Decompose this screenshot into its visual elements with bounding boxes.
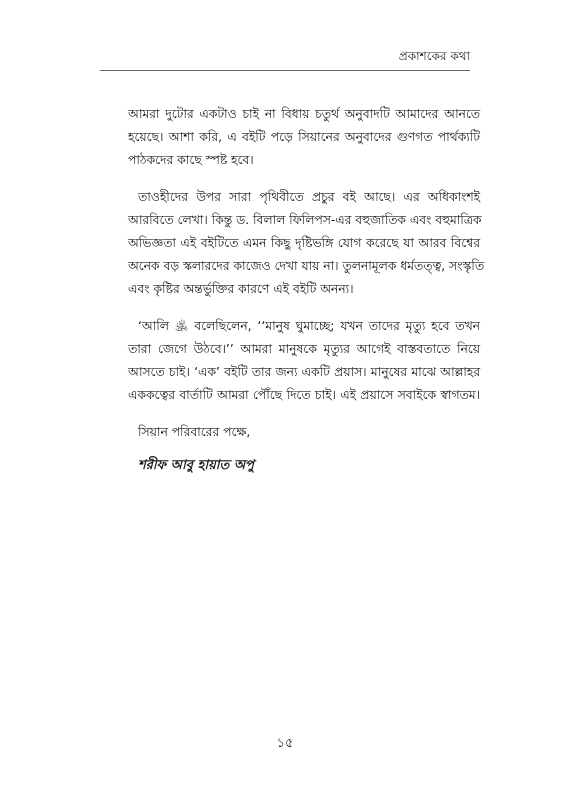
text-line: এককত্বের বার্তাটি আমরা পৌঁছে দিতে চাই। এই প্রয়াসে সবাইকে স্বাগতম। bbox=[128, 388, 480, 402]
page-number: ১৫ bbox=[276, 736, 294, 751]
text-line: পাঠকদের কাছে স্পষ্ট হবে। bbox=[128, 153, 254, 167]
text-line: তাওহীদের উপর সারা পৃথিবীতে প্রচুর বই আছে। এর অধিকাংশই bbox=[138, 190, 480, 204]
paragraph-1 bbox=[128, 103, 480, 172]
text-line: আমরা দুটোর একটাও চাই না বিধায় চতুর্থ অনুবাদটি আমাদের আনতে bbox=[128, 107, 480, 121]
text-line: হয়েছে। আশা করি, এ বইটি পড়ে সিয়ানের অনুবাদের গুণগত পার্থক্যটি bbox=[128, 130, 480, 144]
text-line: তারা জেগে উঠবে।’’ আমরা মানুষকে মৃত্যুর আগেই বাস্তবতাতে নিয়ে bbox=[128, 342, 480, 356]
text-line: আরবিতে লেখা। কিন্তু ড. বিলাল ফিলিপস-এর বহুজাতিক এবং বহুমাত্রিক bbox=[128, 213, 482, 227]
signoff: সিয়ান পরিবারের পক্ষে, bbox=[138, 425, 251, 439]
header-rule bbox=[100, 70, 470, 71]
signature: শরীফ আবু হায়াত অপু bbox=[138, 458, 254, 473]
text-line: আসতে চাই। ‘এক’ বইটি তার জন্য একটি প্রয়াস। মানুষের মাঝে আল্লাহর bbox=[128, 365, 480, 379]
paragraph-2 bbox=[128, 186, 485, 301]
text-line: অভিজ্ঞতা এই বইটিতে এমন কিছু দৃষ্টিভঙ্গি যোগ করেছে যা আরব বিশ্বের bbox=[128, 236, 480, 250]
running-header: প্রকাশকের কথা bbox=[398, 49, 470, 63]
text-line: এবং কৃষ্টির অন্তর্ভুক্তির কারণে এই বইটি অনন্য। bbox=[128, 282, 354, 296]
page-body bbox=[128, 103, 485, 477]
text-line: ‘আলি ﵁ বলেছিলেন, ‘‘মানুষ ঘুমাচ্ছে; যখন তাদের মৃত্যু হবে তখন bbox=[138, 319, 480, 333]
text-line: অনেক বড় স্কলারদের কাজেও দেখা যায় না। তুলনামূলক ধর্মতত্ত্ব, সংস্কৃতি bbox=[128, 259, 485, 273]
paragraph-3 bbox=[128, 315, 480, 407]
